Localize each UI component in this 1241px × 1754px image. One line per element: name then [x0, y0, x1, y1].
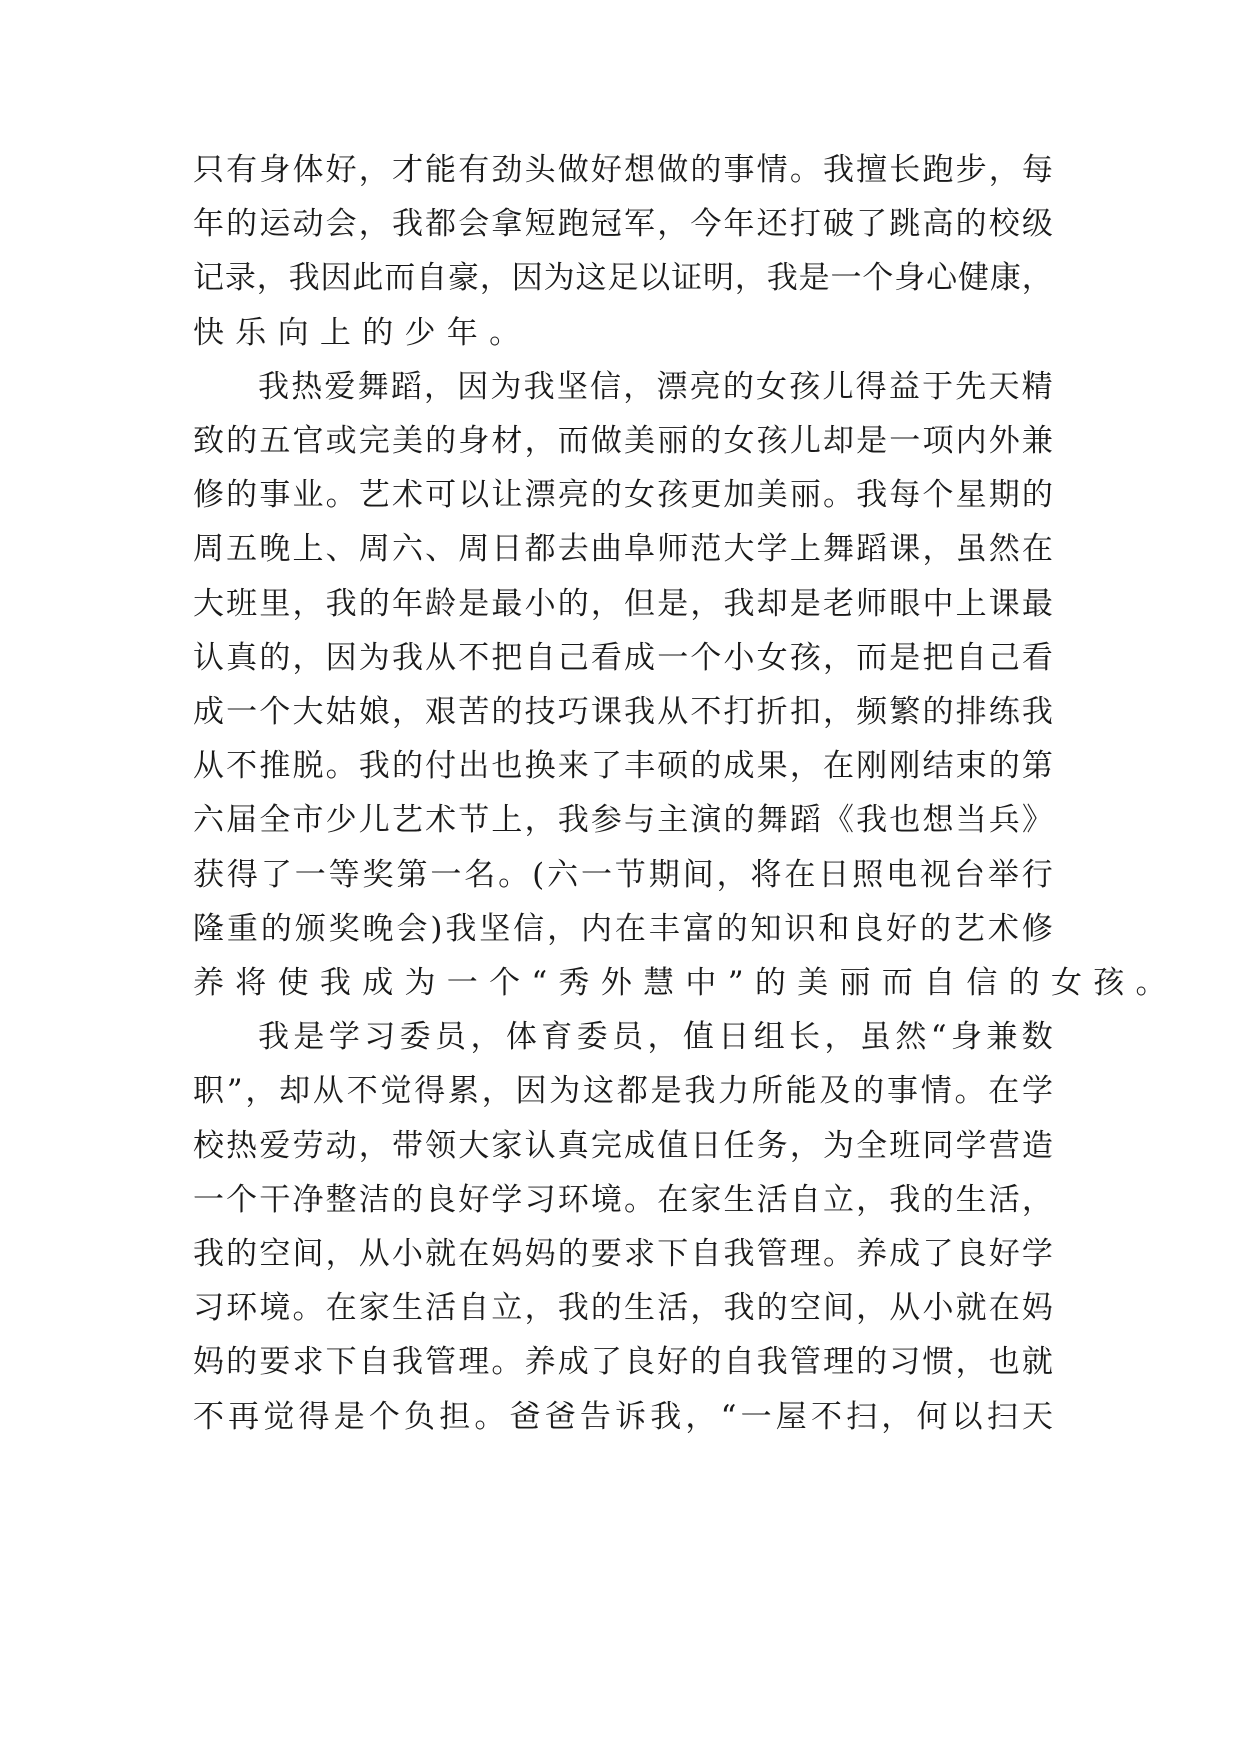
- text-line: 隆 重 的 颁 奖 晚 会 ) 我 坚 信 ， 内 在 丰 富 的 知 识 和 良 好 的 艺 术 修: [193, 910, 1053, 947]
- text-line: 职 ” ， 却 从 不 觉 得 累 ， 因 为 这 都 是 我 力 所 能 及 的 事 情 。 在 学: [193, 1073, 1053, 1110]
- text-line: 致 的 五 官 或 完 美 的 身 材 ， 而 做 美 丽 的 女 孩 儿 却 是 一 项 内 外 兼: [193, 423, 1053, 459]
- text-line: 记 录 ， 我 因 此 而 自 豪 ， 因 为 这 足 以 证 明 ， 我 是 一 个 身 心 健 康 ，: [193, 260, 1053, 297]
- text-line: 养 将 使 我 成 为 一 个 “ 秀 外 慧 中 ” 的 美 丽 而 自 信 的 女 孩 。: [193, 965, 1167, 1001]
- text-line: 快 乐 向 上 的 少 年 。: [193, 314, 521, 351]
- text-line: 修 的 事 业 。 艺 术 可 以 让 漂 亮 的 女 孩 更 加 美 丽 。 我 每 个 星 期 的: [193, 477, 1053, 514]
- text-line: 认 真 的 ， 因 为 我 从 不 把 自 己 看 成 一 个 小 女 孩 ， 而 是 把 自 己 看: [193, 639, 1053, 676]
- text-line: 妈 的 要 求 下 自 我 管 理 。 养 成 了 良 好 的 自 我 管 理 的 习 惯 ， 也 就: [193, 1344, 1053, 1381]
- text-line: 习 环 境 。 在 家 生 活 自 立 ， 我 的 生 活 ， 我 的 空 间 ， 从 小 就 在 妈: [193, 1290, 1053, 1327]
- text-line: 一 个 干 净 整 洁 的 良 好 学 习 环 境 。 在 家 生 活 自 立 ， 我 的 生 活 ，: [193, 1181, 1053, 1218]
- text-line: 周 五 晚 上 、 周 六 、 周 日 都 去 曲 阜 师 范 大 学 上 舞 蹈 课 ， 虽 然 在: [193, 531, 1053, 568]
- text-line: 我 的 空 间 ， 从 小 就 在 妈 妈 的 要 求 下 自 我 管 理 。 养 成 了 良 好 学: [193, 1236, 1053, 1272]
- text-line: 我 是 学 习 委 员 ， 体 育 委 员 ， 值 日 组 长 ， 虽 然 “ 身 兼 数: [258, 1019, 1053, 1056]
- text-line: 不 再 觉 得 是 个 负 担 。 爸 爸 告 诉 我 ， “ 一 屋 不 扫 ， 何 以 扫 天: [193, 1398, 1053, 1435]
- text-line: 获 得 了 一 等 奖 第 一 名 。 ( 六 一 节 期 间 ， 将 在 日 照 电 视 台 举 行: [193, 856, 1053, 893]
- text-line: 校 热 爱 劳 动 ， 带 领 大 家 认 真 完 成 值 日 任 务 ， 为 全 班 同 学 营 造: [193, 1127, 1053, 1164]
- text-line: 我 热 爱 舞 蹈 ， 因 为 我 坚 信 ， 漂 亮 的 女 孩 儿 得 益 于 先 天 精: [258, 368, 1053, 405]
- text-line: 年 的 运 动 会 ， 我 都 会 拿 短 跑 冠 军 ， 今 年 还 打 破 了 跳 高 的 校 级: [193, 206, 1053, 243]
- text-line: 从 不 推 脱 。 我 的 付 出 也 换 来 了 丰 硕 的 成 果 ， 在 刚 刚 结 束 的 第: [193, 748, 1053, 785]
- text-line: 只 有 身 体 好 ， 才 能 有 劲 头 做 好 想 做 的 事 情 。 我 擅 长 跑 步 ， 每: [193, 152, 1053, 188]
- text-line: 大 班 里 ， 我 的 年 龄 是 最 小 的 ， 但 是 ， 我 却 是 老 师 眼 中 上 课 最: [193, 585, 1053, 622]
- text-line: 六 届 全 市 少 儿 艺 术 节 上 ， 我 参 与 主 演 的 舞 蹈 《 我 也 想 当 兵 》: [193, 802, 1053, 839]
- text-line: 成 一 个 大 姑 娘 ， 艰 苦 的 技 巧 课 我 从 不 打 折 扣 ， 频 繁 的 排 练 我: [193, 694, 1053, 730]
